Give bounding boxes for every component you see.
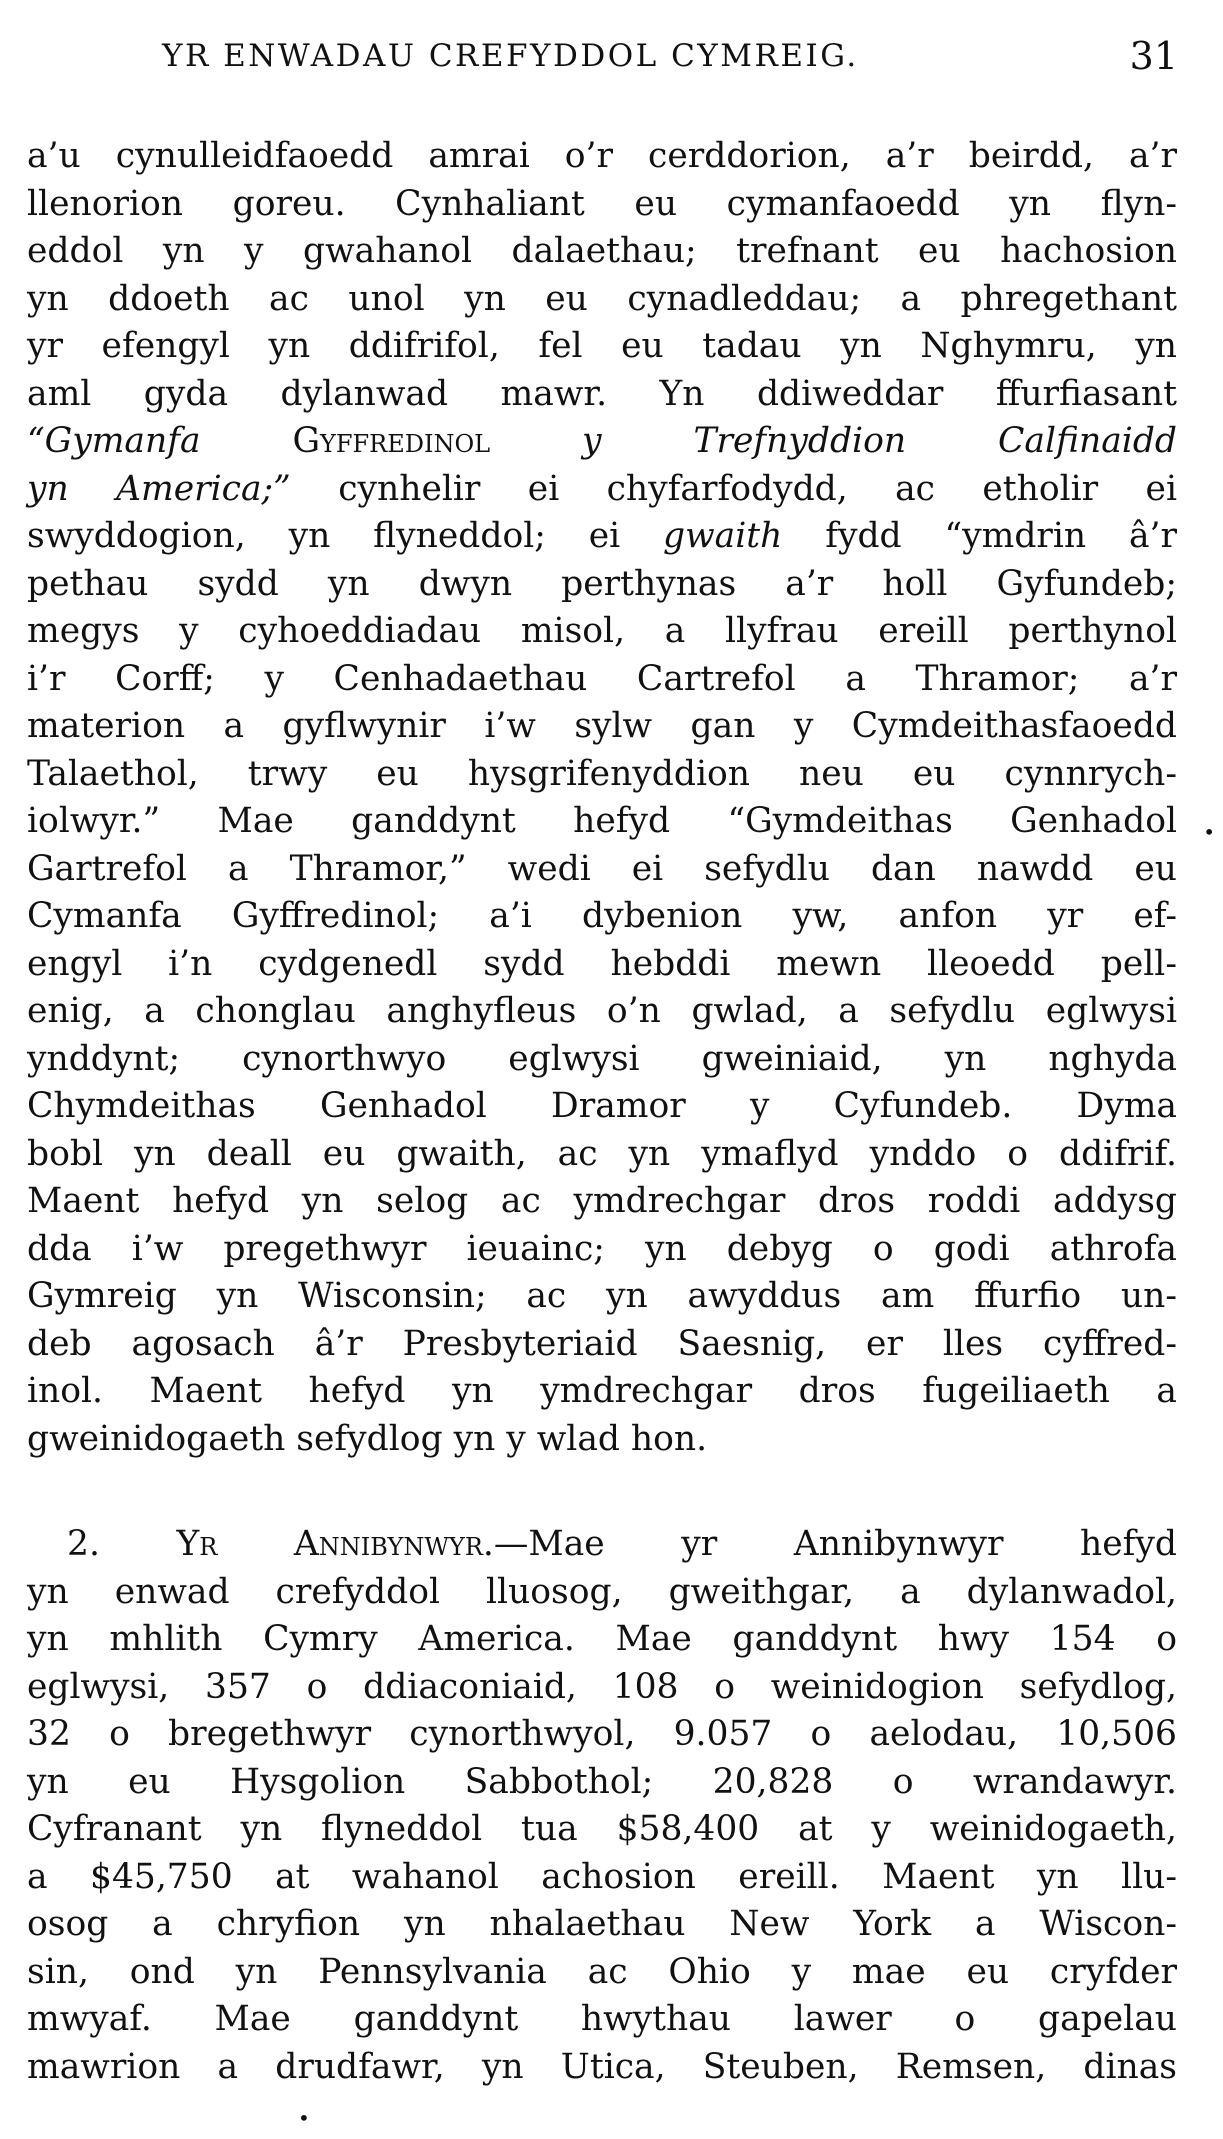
paragraph-gap	[27, 1463, 1177, 1521]
text-line	[27, 466, 1177, 514]
text-line: yn enwad crefyddol lluosog, gweithgar, a dylanwadol,	[27, 1571, 1177, 1612]
plain-text: swyddogion, yn flyneddol; ei	[27, 516, 621, 556]
text-line: eglwysi, 357 o ddiaconiaid, 108 o weinidogion sefydlog,	[27, 1666, 1177, 1707]
text-line: a $45,750 at wahanol achosion ereill. Maent yn llu-	[27, 1856, 1177, 1897]
margin-speck: •	[298, 2106, 310, 2130]
text-line: Gartrefol a Thramor,” wedi ei sefydlu dan nawdd eu	[27, 848, 1177, 889]
text-line: bobl yn deall eu gwaith, ac yn ymaflyd ynddo o ddifrif.	[27, 1133, 1177, 1174]
section-number: 2.	[67, 1524, 100, 1564]
text-line: inol. Maent hefyd yn ymdrechgar dros fugeiliaeth a	[27, 1371, 1177, 1411]
text-line: osog a chryfion yn nhalaethau New York a Wiscon-	[27, 1904, 1177, 1944]
text-line: gweinidogaeth sefydlog yn y wlad hon.	[27, 1418, 708, 1459]
text-line: sin, ond yn Pennsylvania ac Ohio y mae eu cryfder	[27, 1951, 1177, 1992]
text-line: Gymreig yn Wisconsin; ac yn awyddus am ffurfio un-	[27, 1276, 1177, 1316]
text-line: engyl i’n cydgenedl sydd hebddi mewn lleoedd pell-	[27, 943, 1177, 984]
text-line: yn ddoeth ac unol yn eu cynadleddau; a phregethant	[27, 278, 1177, 319]
plain-text: cynhelir ei chyfarfodydd, ac etholir ei	[338, 468, 1177, 509]
text-line	[27, 513, 1177, 561]
text-line: aml gyda dylanwad mawr. Yn ddiweddar ffurfiasant	[27, 373, 1177, 414]
text-line: yn eu Hysgolion Sabbothol; 20,828 o wrandawyr.	[27, 1761, 1177, 1802]
plain-text: —Mae yr Annibynwyr hefyd	[493, 1524, 1178, 1564]
plain-text: fydd “ymdrin â’r	[825, 516, 1178, 556]
text-line: i’r Corff; y Cenhadaethau Cartrefol a Thramor; a’r	[27, 658, 1177, 699]
text-line: llenorion goreu. Cynhaliant eu cymanfaoedd yn flyn-	[27, 183, 1177, 224]
text-line: mawrion a drudfawr, yn Utica, Steuben, Remsen, dinas	[27, 2046, 1177, 2087]
text-line: iolwyr.” Mae ganddynt hefyd “Gymdeithas Genhadol	[27, 801, 1177, 841]
italic-text: gwaith	[663, 516, 783, 556]
text-line: 32 o bregethwyr cynorthwyol, 9.057 o aelodau, 10,506	[27, 1714, 1177, 1754]
text-line: ynddynt; cynorthwyo eglwysi gweiniaid, yn nghyda	[27, 1038, 1177, 1079]
italic-text: “Gymanfa	[27, 421, 201, 461]
text-line: Talaethol, trwy eu hysgrifenyddion neu eu cynnrych-	[27, 753, 1177, 794]
text-line: Maent hefyd yn selog ac ymdrechgar dros roddi addysg	[27, 1181, 1177, 1221]
text-line: megys y cyhoeddiadau misol, a llyfrau ereill perthynol	[27, 611, 1177, 651]
text-line: mwyaf. Mae ganddynt hwythau lawer o gapelau	[27, 1999, 1177, 2039]
text-line: yr efengyl yn ddifrifol, fel eu tadau yn Nghymru, yn	[27, 326, 1177, 366]
body-text	[27, 133, 1177, 2091]
text-line: eddol yn y gwahanol dalaethau; trefnant eu hachosion	[27, 231, 1177, 271]
page-header	[28, 34, 1178, 84]
text-line: deb agosach â’r Presbyteriaid Saesnig, er lles cyffred-	[27, 1323, 1177, 1364]
running-title: YR ENWADAU CREFYDDOL CYMREIG.	[162, 38, 859, 74]
text-line: materion a gyflwynir i’w sylw gan y Cymdeithasfaoedd	[27, 706, 1177, 746]
text-line	[27, 418, 1177, 466]
text-line: Cymanfa Gyffredinol; a’i dybenion yw, anfon yr ef-	[27, 896, 1177, 936]
section-heading-line	[27, 1521, 1177, 1569]
text-line: yn mhlith Cymry America. Mae ganddynt hwy 154 o	[27, 1619, 1177, 1659]
text-line: Chymdeithas Genhadol Dramor y Cyfundeb. Dyma	[27, 1086, 1177, 1126]
text-line: Cyfranant yn flyneddol tua $58,400 at y weinidogaeth,	[27, 1809, 1177, 1849]
margin-speck: •	[1203, 820, 1215, 844]
text-line: pethau sydd yn dwyn perthynas a’r holl Gyfundeb;	[27, 563, 1177, 604]
italic-text: y Trefnyddion Calfinaidd	[582, 421, 1177, 461]
page-number: 31	[1129, 34, 1178, 78]
text-line: dda i’w pregethwyr ieuainc; yn debyg o godi athrofa	[27, 1228, 1177, 1269]
section-heading: Yr Annibynwyr.	[176, 1524, 494, 1564]
italic-text: yn America;”	[27, 468, 291, 509]
text-line: enig, a chonglau anghyfleus o’n gwlad, a sefydlu eglwysi	[27, 991, 1177, 1031]
text-line: a’u cynulleidfaoedd amrai o’r cerddorion, a’r beirdd, a’r	[27, 136, 1177, 176]
small-caps-text: Gyffredinol	[292, 421, 491, 461]
